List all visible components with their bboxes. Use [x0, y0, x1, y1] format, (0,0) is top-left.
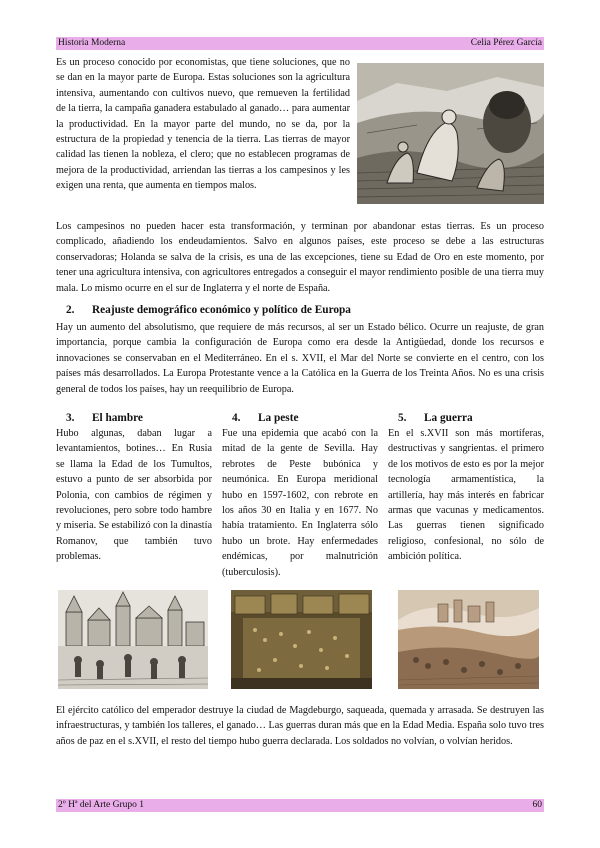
engraving-peasants-image [357, 63, 544, 204]
section-4-title: La peste [258, 412, 299, 424]
section-2-number: 2. [66, 304, 75, 316]
section-3-paragraph: Hubo algunas, daban lugar a levantamientos, botines… En Rusia se llama la Edad de los Tumultos, estuvo a punto de ser absorbida por Polonia, con cambios de régimen y revoluciones, pero sobre todo hambre y miseria. Se estabilizó con la dinastía Romanov, que también tuvo problemas. [56, 428, 212, 563]
section-3-heading [56, 411, 212, 425]
body-paragraph-2: Los campesinos no pueden hacer esta transformación, y terminan por abandonar estas tierras. Es un proceso complicado, añadiendo los endeudamientos. Salvo en algunos países, este proceso se debe a las estructuras conservadoras; Holanda se salva de la crisis, es una de las excepciones, tiene su Edad de Oro en este momento, por tener una agricultura intensiva, con agricultores entregados a conseguir el mayor rendimiento posible de una tierra muy mala. Lo mismo ocurre en el sur de Inglaterra y el norte de España. [56, 221, 544, 294]
header-course-title: Historia Moderna [58, 38, 126, 48]
section-5-title: La guerra [424, 412, 473, 424]
closing-paragraph: El ejército católico del emperador destruye la ciudad de Magdeburgo, saqueada, quemada y arrasada. Se destruyen las infraestructuras, y también los talleres, el ganado… Las guerras duran más que en la Edad Media. España solo tuvo tres años de paz en el s.XVII, el resto del tiempo hubo guerra declarada. Los soldados no volvían, o volvían heridos. [56, 705, 544, 747]
page-footer [56, 799, 544, 812]
section-5-heading [388, 411, 544, 425]
header-author: Celia Pérez García [470, 38, 542, 48]
section-2-paragraph: Hay un aumento del absolutismo, que requiere de más recursos, al ser un Estado bélico. Ocurre un reajuste, de gran importancia, porque cambia la configuración de Europa como era desde la Antigüedad, donde los recursos e innovaciones se conservaban en el Mediterráneo. En el s. XVII, el Mar del Norte se convierte en el centro, con los países más desarrollados. La Europa Protestante vence a la Católica en la Guerra de los Treinta Años. No es una crisis general de todos los países, hay un reequilibrio de Europa. [56, 322, 544, 395]
section-3-title: El hambre [92, 412, 143, 424]
section-2-heading [56, 303, 544, 317]
section-5-number: 5. [398, 412, 407, 424]
engraving-siege-battle-image [398, 590, 539, 689]
section-4-heading [222, 411, 378, 425]
painting-plague-square-image [231, 590, 372, 689]
intro-paragraph: Es un proceso conocido por economistas, que tiene soluciones, que no se dan en la mayor parte de Europa. Estas soluciones son la agricultura intensiva, aumentando con cultivos nuevo, que remueven la fertilidad de la tierra, la campaña ganadera estabulado al ganado… para aumentar la productividad. En la mayor parte del mundo, no se da, por la estructura de la propiedad y tenencia de la tierra. Las tierras de mayor calidad las tienen la nobleza, el clero; que no establecen programas de mejora de la productividad, arriendan las tierras a los campesinos y les exigen una renta, que aumenta en tiempos malos. [56, 57, 350, 192]
section-4-paragraph: Fue una epidemia que acabó con la mitad de la gente de Sevilla. Hay rebrotes de Peste bubónica y neumónica. En Europa meridional hubo en 1597-1602, con rebrote en los años 30 en Italia y en 1677. No había tratamiento. En Inglaterra sólo hubo un brote. Hay enfermedades endémicas, por malnutrición (tuberculosis). [222, 428, 378, 578]
section-3-number: 3. [66, 412, 75, 424]
page-header [56, 37, 544, 50]
section-2-title: Reajuste demográfico económico y político de Europa [92, 304, 351, 316]
footer-course-group: 2º Hª del Arte Grupo 1 [58, 800, 145, 810]
engraving-famine-city-image [58, 590, 208, 689]
page-number: 60 [532, 800, 542, 810]
section-4-number: 4. [232, 412, 241, 424]
section-5-paragraph: En el s.XVII son más mortíferas, destructivas y sangrientas. el primero de los motivos de esto es por la mejor tecnología armamentística, la artillería, hay más interés en fabricar armas que vacunas y medicamentos. Las guerras tienen significado religioso, confesional, no sólo de ambición política. [388, 428, 544, 563]
